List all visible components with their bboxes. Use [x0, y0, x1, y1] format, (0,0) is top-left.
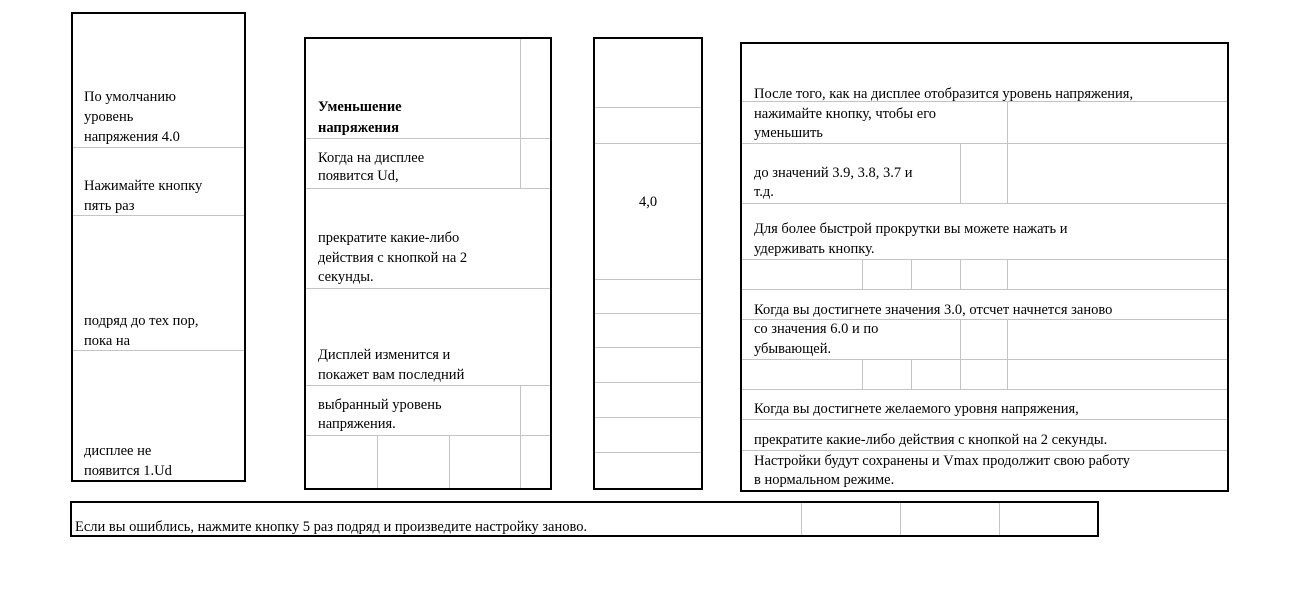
row-divider — [595, 279, 701, 280]
panel2-line: покажет вам последний — [318, 367, 465, 383]
row-divider — [306, 385, 550, 386]
panel4-line: прекратите какие-либо действия с кнопкой на 2 секунды. — [754, 432, 1108, 448]
column-divider — [911, 359, 912, 389]
row-divider — [595, 417, 701, 418]
footer-note-text: Если вы ошиблись, нажмите кнопку 5 раз подряд и произведите настройку заново. — [75, 519, 588, 535]
row-divider — [595, 313, 701, 314]
default-voltage-panel — [71, 12, 246, 482]
column-divider — [377, 435, 378, 488]
panel4-line: в нормальном режиме. — [754, 472, 895, 488]
row-divider — [595, 452, 701, 453]
section-heading: Уменьшение — [318, 99, 402, 115]
panel2-line: Когда на дисплее — [318, 150, 425, 166]
panel1-line: пять раз — [84, 198, 135, 214]
panel4-line: Когда вы достигнете значения 3.0, отсчет начнется заново — [754, 302, 1113, 318]
footer-note-panel — [70, 501, 1099, 537]
column-divider — [520, 39, 521, 188]
row-divider — [306, 435, 550, 436]
column-divider — [801, 503, 802, 535]
panel4-line: После того, как на дисплее отобразится уровень напряжения, — [754, 86, 1134, 102]
panel1-line: уровень — [84, 109, 134, 125]
row-divider — [595, 347, 701, 348]
panel1-line: напряжения 4.0 — [84, 129, 180, 145]
column-divider — [960, 143, 961, 203]
panel1-line: появится 1.Ud — [84, 463, 172, 479]
panel1-line: По умолчанию — [84, 89, 176, 105]
panel4-line: Настройки будут сохранены и Vmax продолжит свою работу — [754, 453, 1130, 469]
panel2-line: секунды. — [318, 269, 374, 285]
row-divider — [306, 138, 550, 139]
row-divider — [742, 143, 1227, 144]
row-divider — [73, 215, 244, 216]
row-divider — [306, 188, 550, 189]
row-divider — [742, 319, 1227, 320]
column-divider — [900, 503, 901, 535]
panel1-line: подряд до тех пор, — [84, 313, 199, 329]
panel4-line: т.д. — [754, 184, 774, 200]
panel2-line: появится Ud, — [318, 168, 399, 184]
column-divider — [520, 385, 521, 488]
panel4-line: Когда вы достигнете желаемого уровня напряжения, — [754, 401, 1079, 417]
column-divider — [862, 259, 863, 289]
row-divider — [306, 288, 550, 289]
column-divider — [960, 319, 961, 389]
panel4-line: Для более быстрой прокрутки вы можете нажать и — [754, 221, 1068, 237]
panel4-line: нажимайте кнопку, чтобы его — [754, 106, 937, 122]
column-divider — [960, 259, 961, 289]
row-divider — [742, 259, 1227, 260]
panel2-line: действия с кнопкой на 2 — [318, 250, 468, 266]
row-divider — [73, 350, 244, 351]
column-divider — [911, 259, 912, 289]
panel1-line: пока на — [84, 333, 131, 349]
panel1-line: дисплее не — [84, 443, 152, 459]
panel2-line: напряжения. — [318, 416, 396, 432]
panel4-line: уменьшить — [754, 125, 823, 141]
row-divider — [742, 450, 1227, 451]
row-divider — [742, 203, 1227, 204]
column-divider — [449, 435, 450, 488]
row-divider — [742, 359, 1227, 360]
column-divider — [1007, 259, 1008, 289]
column-divider — [999, 503, 1000, 535]
row-divider — [742, 419, 1227, 420]
row-divider — [595, 107, 701, 108]
panel4-line: убывающей. — [754, 341, 832, 357]
panel2-line: выбранный уровень — [318, 397, 442, 413]
voltage-display-value: 4,0 — [638, 194, 658, 210]
row-divider — [73, 147, 244, 148]
panel1-line: Нажимайте кнопку — [84, 178, 203, 194]
row-divider — [742, 289, 1227, 290]
voltage-reduction-panel — [304, 37, 552, 490]
display-value-panel — [593, 37, 703, 490]
column-divider — [1007, 101, 1008, 203]
panel4-line: со значения 6.0 и по — [754, 321, 879, 337]
panel4-line: удерживать кнопку. — [754, 241, 875, 257]
panel2-line: Дисплей изменится и — [318, 347, 451, 363]
instructions-panel — [740, 42, 1229, 492]
section-heading: напряжения — [318, 120, 399, 136]
column-divider — [862, 359, 863, 389]
row-divider — [595, 143, 701, 144]
column-divider — [1007, 319, 1008, 389]
row-divider — [742, 389, 1227, 390]
panel2-line: прекратите какие-либо — [318, 230, 460, 246]
panel4-line: до значений 3.9, 3.8, 3.7 и — [754, 165, 913, 181]
row-divider — [595, 382, 701, 383]
